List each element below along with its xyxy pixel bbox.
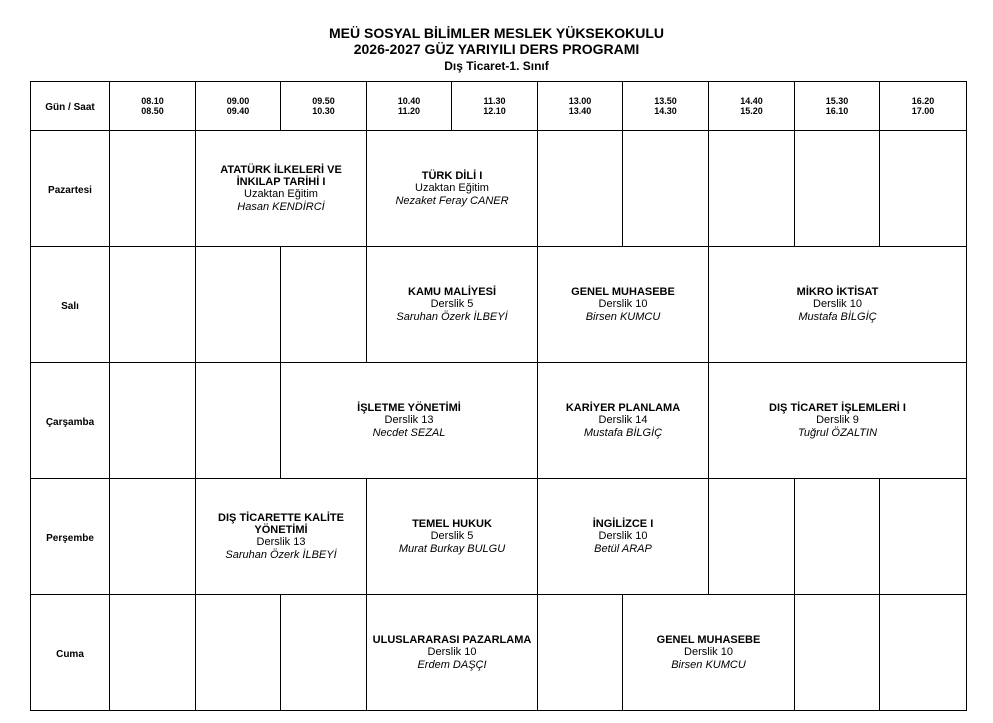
course-name: TEMEL HUKUK (412, 517, 492, 530)
course-instructor: Tuğrul ÖZALTIN (797, 426, 878, 439)
time-slot: 15.30 16.10 (795, 82, 880, 131)
course-name: İŞLETME YÖNETİMİ (357, 401, 461, 414)
course-name: MİKRO İKTİSAT (796, 285, 879, 298)
course-instructor: Saruhan Özerk İLBEYİ (396, 310, 508, 323)
empty-cell (110, 247, 196, 363)
course-cell (538, 247, 709, 363)
empty-cell (880, 131, 967, 247)
time-slot: 11.30 12.10 (452, 82, 538, 131)
empty-cell (880, 479, 967, 595)
course-room: Derslik 5 (430, 529, 474, 542)
course-room: Uzaktan Eğitim (244, 187, 318, 200)
course-cell (623, 595, 795, 711)
empty-cell (110, 131, 196, 247)
empty-cell (709, 131, 795, 247)
course-cell (709, 363, 967, 479)
course-instructor: Birsen KUMCU (585, 310, 661, 323)
day-label: Cuma (31, 595, 110, 711)
course-instructor: Betül ARAP (594, 542, 652, 555)
empty-cell (538, 131, 623, 247)
day-label: Çarşamba (31, 363, 110, 479)
course-name: İNGİLİZCE I (592, 517, 654, 530)
course-instructor: Erdem DAŞÇI (417, 658, 487, 671)
empty-cell (281, 247, 367, 363)
time-slot: 08.10 08.50 (110, 82, 196, 131)
day-row-carsamba (31, 363, 967, 479)
course-name: KARİYER PLANLAMA (565, 401, 681, 414)
time-slot: 09.00 09.40 (196, 82, 281, 131)
course-cell (281, 363, 538, 479)
time-slot: 13.50 14.30 (623, 82, 709, 131)
schedule-table (30, 81, 967, 711)
empty-cell (709, 479, 795, 595)
course-room: Derslik 13 (256, 535, 306, 548)
course-instructor: Saruhan Özerk İLBEYİ (225, 548, 337, 561)
course-name: GENEL MUHASEBE (571, 285, 675, 298)
course-room: Derslik 10 (684, 645, 733, 658)
time-header-row (31, 82, 967, 131)
course-name: KAMU MALİYESİ (408, 285, 496, 298)
course-cell (709, 247, 967, 363)
day-row-persembe (31, 479, 967, 595)
time-slot: 10.40 11.20 (367, 82, 452, 131)
schedule-header (0, 0, 993, 74)
course-room: Derslik 10 (813, 297, 862, 310)
course-name: ULUSLARARASI PAZARLAMA (372, 633, 532, 646)
time-slot: 16.20 17.00 (880, 82, 967, 131)
empty-cell (538, 595, 623, 711)
course-room: Derslik 10 (427, 645, 477, 658)
day-row-cuma (31, 595, 967, 711)
empty-cell (196, 247, 281, 363)
course-room: Derslik 9 (816, 413, 859, 426)
course-cell (367, 247, 538, 363)
course-room: Derslik 13 (384, 413, 434, 426)
empty-cell (795, 595, 880, 711)
course-name: GENEL MUHASEBE (656, 633, 761, 646)
day-label: Pazartesi (31, 131, 110, 247)
class-name: Dış Ticaret-1. Sınıf (444, 59, 549, 73)
course-name: TÜRK DİLİ I (421, 169, 483, 182)
program-title: 2026-2027 GÜZ YARIYILI DERS PROGRAMI (353, 41, 640, 57)
course-instructor: Birsen KUMCU (671, 658, 746, 671)
empty-cell (795, 131, 880, 247)
course-instructor: Mustafa BİLGİÇ (583, 426, 663, 439)
course-cell (538, 479, 709, 595)
course-instructor: Murat Burkay BULGU (398, 542, 506, 555)
course-cell (367, 131, 538, 247)
empty-cell (196, 363, 281, 479)
course-instructor: Hasan KENDİRCİ (237, 200, 325, 213)
course-room: Derslik 10 (598, 297, 648, 310)
course-room: Derslik 10 (598, 529, 648, 542)
empty-cell (110, 595, 196, 711)
day-row-pazartesi (31, 131, 967, 247)
time-slot: 09.50 10.30 (281, 82, 367, 131)
course-instructor: Necdet SEZAL (372, 426, 446, 439)
course-room: Derslik 5 (430, 297, 474, 310)
course-cell (367, 595, 538, 711)
day-label: Perşembe (31, 479, 110, 595)
empty-cell (110, 479, 196, 595)
course-cell (538, 363, 709, 479)
time-slot: 14.40 15.20 (709, 82, 795, 131)
course-instructor: Mustafa BİLGİÇ (798, 310, 877, 323)
empty-cell (196, 595, 281, 711)
empty-cell (623, 131, 709, 247)
time-slot: 13.00 13.40 (538, 82, 623, 131)
empty-cell (281, 595, 367, 711)
empty-cell (110, 363, 196, 479)
course-room: Derslik 14 (598, 413, 648, 426)
day-row-sali (31, 247, 967, 363)
empty-cell (880, 595, 967, 711)
course-cell (196, 131, 367, 247)
course-name: ATATÜRK İLKELERİ VE İNKILAP TARİHİ I (220, 163, 342, 188)
course-room: Uzaktan Eğitim (415, 181, 489, 194)
course-instructor: Nezaket Feray CANER (395, 194, 509, 207)
day-label: Salı (31, 247, 110, 363)
school-name: MEÜ SOSYAL BİLİMLER MESLEK YÜKSEKOKULU (328, 25, 664, 41)
course-name: DIŞ TİCARET İŞLEMLERİ I (769, 401, 906, 414)
corner-label: Gün / Saat (31, 82, 110, 131)
course-name: DIŞ TİCARETTE KALİTE YÖNETİMİ (218, 511, 344, 536)
course-cell (367, 479, 538, 595)
course-cell (196, 479, 367, 595)
empty-cell (795, 479, 880, 595)
